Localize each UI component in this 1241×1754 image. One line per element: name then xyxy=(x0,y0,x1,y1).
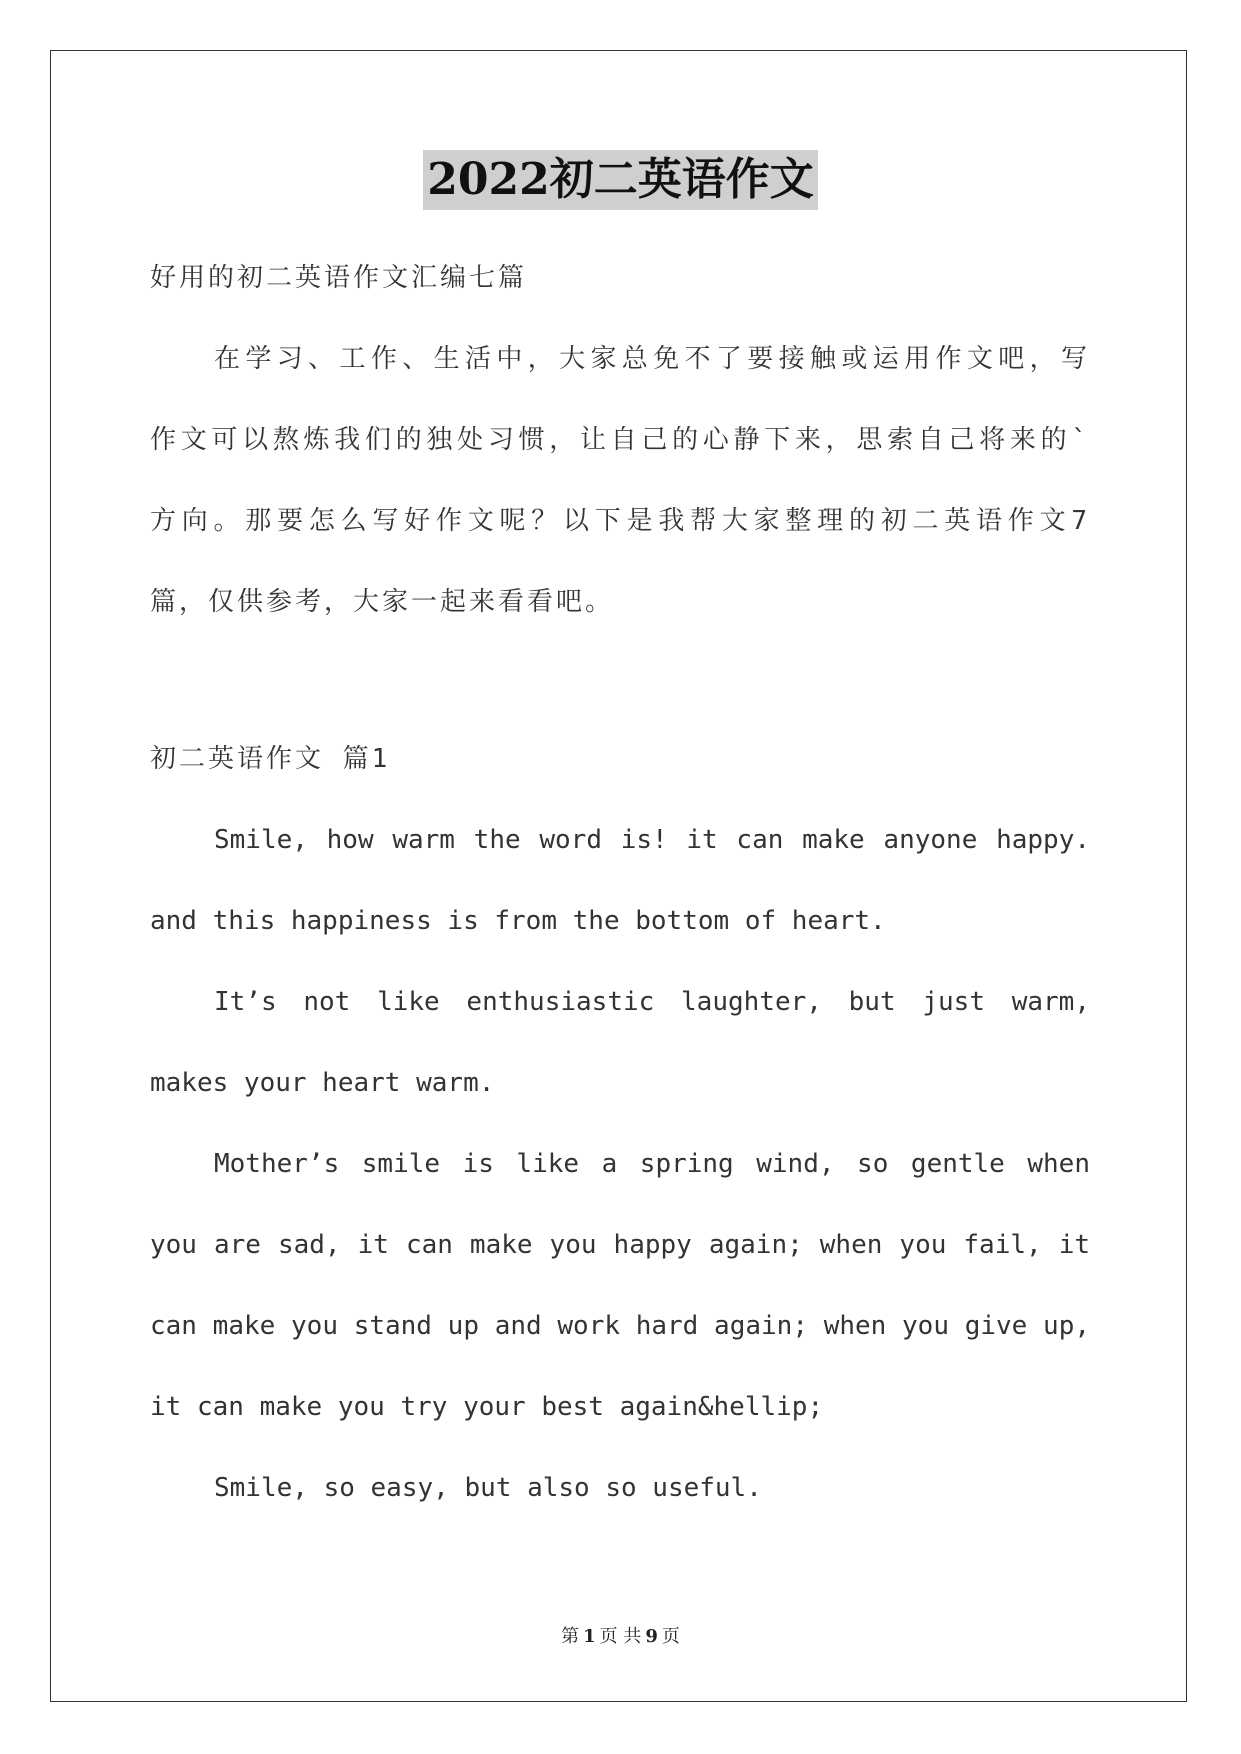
page-footer xyxy=(0,1622,1241,1648)
essay-line: Smile, so easy, but also so useful. xyxy=(214,1473,762,1503)
essay-line: makes your heart warm. xyxy=(150,1068,495,1098)
footer-page-prefix: 第 xyxy=(561,1626,580,1647)
essay-line: can make you stand up and work hard again; when you give up, xyxy=(150,1311,1090,1341)
section-heading: 初二英语作文 篇1 xyxy=(150,744,391,774)
document-body xyxy=(150,258,1090,1549)
essay-line: It’s not like enthusiastic laughter, but just warm, xyxy=(214,987,1090,1017)
document-subtitle: 好用的初二英语作文汇编七篇 xyxy=(150,263,528,293)
footer-page-current: 1 xyxy=(583,1626,596,1647)
intro-line: 方向。那要怎么写好作文呢？以下是我帮大家整理的初二英语作文7 xyxy=(150,506,1090,536)
title-container xyxy=(0,150,1241,210)
intro-line: 在学习、工作、生活中，大家总免不了要接触或运用作文吧，写 xyxy=(214,344,1090,374)
footer-page-total: 9 xyxy=(645,1626,658,1647)
footer-page-mid: 页 共 xyxy=(599,1626,642,1647)
essay-line: and this happiness is from the bottom of heart. xyxy=(150,906,886,936)
footer-page-suffix: 页 xyxy=(661,1626,680,1647)
essay-line: Smile, how warm the word is! it can make anyone happy. xyxy=(214,825,1090,855)
essay-line: Mother’s smile is like a spring wind, so gentle when xyxy=(214,1149,1090,1179)
section-spacer xyxy=(150,663,1090,739)
document-title: 2022初二英语作文 xyxy=(423,150,817,210)
essay-line: it can make you try your best again&hellip; xyxy=(150,1392,824,1422)
intro-line: 篇，仅供参考，大家一起来看看吧。 xyxy=(150,587,615,617)
intro-line: 作文可以熬炼我们的独处习惯，让自己的心静下来，思索自己将来的` xyxy=(150,425,1090,455)
essay-line: you are sad, it can make you happy again; when you fail, it xyxy=(150,1230,1090,1260)
